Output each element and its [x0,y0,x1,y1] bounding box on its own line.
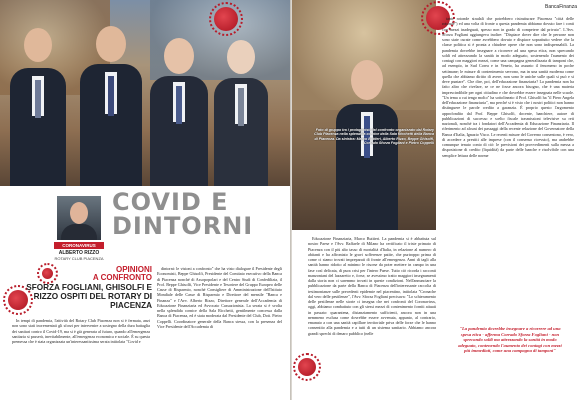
body-paragraph: Educazione Finanziaria, Marco Buttieri. La pandemia si è abbattuta sul nostro Paese e l'Avv. Raffaele di Milano ha certificato il triste primato di Piacenza con il più alto tasso di mortalità d'Italia, in relazione al numero di abitanti e ha affrontato le gravi sofferenze patite, che purtroppo prima di come ci siamo trovati impreparati di fronte all'emergenza. Anni di tagli alla sanità hanno ridotto al minimo le risorse da poter mettere in campo in una fase così delicata, di pura crisi per l'intero Paese. Tutto ciò ricorda i racconti manzoniani del lazzaretto e, forse, se avessimo tratto maggiori insegnamenti dalla storia non ci saremmo trovati in queste condizioni. Nell'annunciare la pubblicazione da parte della Banca di Piacenza dell'interessante raccolta di testimonianze sulle precedenti epidemie nel piacentino, intitolata "Cronache dal vero delle pestilenze", l'Avv. Sforza Fogliani precisava: "Lo schieramento delle pestilenze nelle storie ci insegna che nei confronti del Coronavirus, oggi, abbiamo combattuto con gli stessi mezzi di contenimento forniti attuati in passato: quarantena, distanziamento sufficienti, ancora non in una nemmeno esclusa come dovrebbe essere avvenuta, appunto, al contrario, emanato a con una sanità capillare territoriale priva delle forze che le hanno consentito alla pandemia e a tutti di un sistema sanitario. Abbiamo ancora grandi sprechi di denaro pubblico (nelle [308,236,436,336]
coronavirus-icon [42,268,53,279]
article-kicker [66,266,152,282]
author-role: ROTARY CLUB PIACENZA [54,256,104,261]
person-figure [214,40,268,186]
kicker-line-2: A CONFRONTO [92,273,152,282]
kicker-line-1: OPINIONI [115,265,152,274]
author-name: ALBERTO RIZZO [58,250,100,256]
left-page [0,0,290,400]
body-column-3 [308,236,436,394]
person-figure [150,38,208,186]
right-page [292,0,583,400]
body-paragraph: In tempi di pandemia, l'attività del Rotary Club Piacenza non si è fermata, anzi non sono stati incrementati gli sforzi per intervenire a sostegno della dura battaglia dei sanitari contro il Covid-19, ma si è già generata al futuro, quando all'emergenza sanitaria si passerà, inevitabilmente, all'emergenza economica e sociale. È su questa premessa che è stata organizzata un'interessantissima serata intitolata "Covid e [12,318,150,344]
column-label: CORONAVIRUS [54,242,104,249]
title-line-1: COVID E [112,188,229,216]
coronavirus-icon [214,7,238,31]
title-line-2: DINTORNI [112,212,254,240]
body-column-4 [442,16,574,276]
group-photo [0,0,290,186]
person-figure [10,28,66,186]
article-title [112,190,290,238]
photo-caption: Foto di gruppo tra i protagonisti del confronto organizzato dal Rotary Club Piacenza nella splendida cornice della Sala Ricchetti della Banca di Piacenza. Da sinistra: Marco Buttieri, Alberto Rizzo, Beppe Ghisolfi, Corrado Sforza Fogliani e Pietro Coppelli [314,128,434,146]
body-column-2 [157,266,282,396]
article-headline: SFORZA FOGLIANI, GHISOLFI E RIZZO OSPITI DEL ROTARY DI PIACENZA [26,283,152,310]
person-figure [80,26,142,186]
magazine-masthead: BancaFinanza [545,4,577,10]
body-column-1 [12,318,150,394]
portrait-photo [292,0,436,230]
author-avatar [57,196,101,240]
author-box [54,196,104,261]
pull-quote: "La pandemia dovrebbe insegnare a ricorrere ad una spesa etica - afferma Corrado Sforza Fogliani - non sprecando soldi ma attrezzando la sanità in modo adeguato, contenendo l'aumento dei contagi con mezzi più immediati, come una campagna di tamponi" [458,326,562,354]
body-paragraph: dintorni: le visioni a confronto" che ha visto dialogare il Presidente degli Economisti, Beppe Ghisolfi, Presidente del Comitato esecutivo della Banca di Piacenza nonché di Assopopolari e del Centro Studi di Confedilizia, il Prof. Beppe Ghisolfi, Vice Presidente e Tesoriere del Gruppo Europeo delle Casse di Risparmio, nonché Consigliere di Amministrazione dell'Istituto Mondiale delle Casse di Risparmio e Direttore del mensile "Banca e Finanza" e l'Avv. Alberto Rizzo, Direttore generale dell'Accademia di Educazione Finanziaria ed Avvocato Cassazionista. La serata si è svolta nella splendida cornice della Sala Ricchetti, gentilmente concessa dalla Banca di Piacenza, ed è stata moderata dal Presidente del Club, Dott. Pietro Coppelli. Coordinatore generale della Banca stessa, con la presenza del Vice Presidente dell'Accademia di [157,266,282,329]
body-paragraph: tante rotonde stradali che potrebbero ristrutturare Piacenza "città delle rotonde") ed una volta di fronte a questa pandemia abbiamo dovuto fare i conti con mezzi inadeguati, spesso non in grado di competere dal privato". L'Avv. Sforza Fogliani aggiungeva inoltre: "Dispiace dover dire che le persone non sono state curate come avrebbero dovuto e dispiace soprattutto vedere che la classe politica si è pronta a chiudere opere che non sono indispensabili. La pandemia dovrebbe insegnare a ricorrere ad una spesa etica, non sprecando soldi ed attrezzando la sanità in modo adeguato, sostenendo l'aumento dei contagi con maggiori mezzi, come una campagna generalizzata di tamponi che, ad esempio, in Sud Corea e in Veneto, ha assunto il fenomeno in poche settimane; le misure di contenimento servono, ma in una sanità moderna come quella che abbiamo diritto di avere, non sono le uniche sulle quali si può e si deve puntare". Che dire, poi, dell'educazione finanziaria? La pandemia non ha fatto altro che rivelare, se ce ne fosse ancora bisogno, che è una materia imprescindibile per ogni cittadino e che dovrebbe essere insegnata nelle scuole. "Un tema a cui tengo molto" ha sottolineato il Prof. Ghisolfi ha "il Piero Angela dell'educazione finanziaria", ma perché si è visto che i nostri politici non hanno distinguere le parole credito a garanzia. È proprio questo l'argomento approfondito dal Prof. Beppe Ghisolfi, docente, banchiere, autore di pubblicazioni di successo e scelto fiscale trasmissioni televisive su reti nazionali, nonché tra i fondatori dell'Accademia di Educazione Finanziaria. Il riferimento ad alcuni dei passaggi della recente relazione del Governatore della Banca d'Italia, Ignazio Visco. Le recenti misure del Governo consentono, è vero, di accedere a prestiti alle imprese (con il consenso ricevuto), ma andrebbe comunque tenuto conto di ciò: le previsioni dei provvedimenti sulla messa a disposizione di credito (liquidità) da parte delle banche e risolvibile con una semplice lettura delle norme [442,16,574,158]
